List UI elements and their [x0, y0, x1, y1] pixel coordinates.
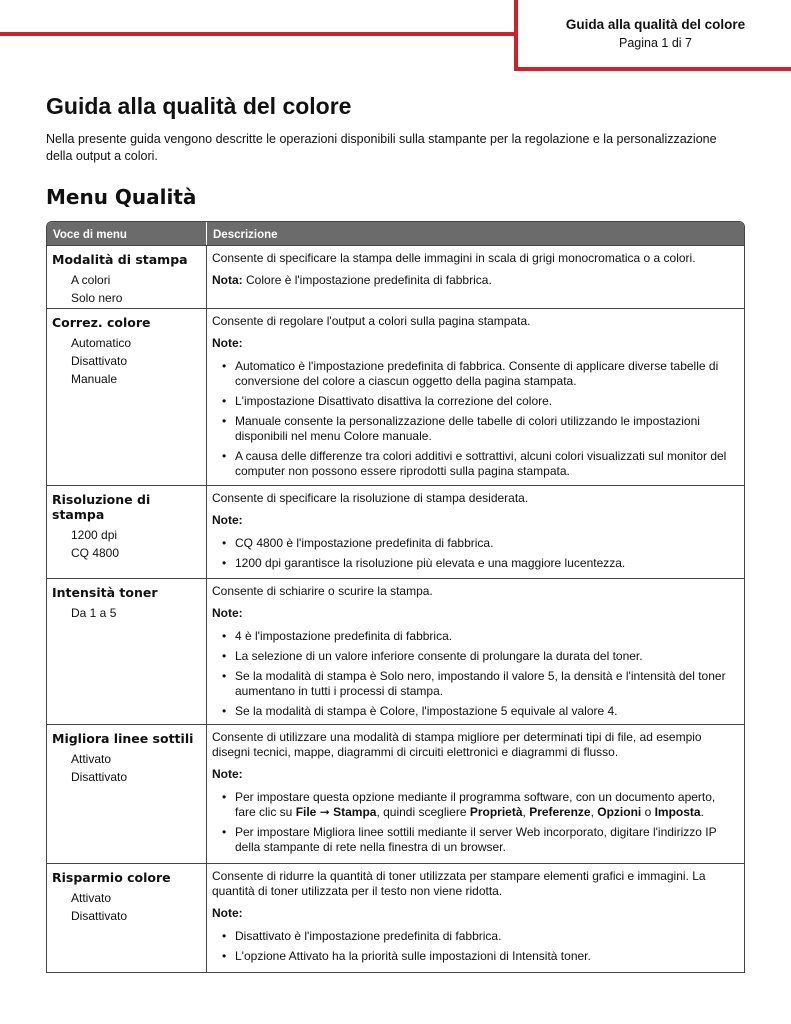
list-item	[212, 790, 738, 820]
table-row	[47, 485, 744, 578]
arrow-icon: ➞	[316, 805, 334, 819]
separator: ,	[522, 805, 530, 819]
menu-item-name: Migliora linee sottili	[52, 731, 194, 746]
option-preferenze: Preferenze	[529, 805, 591, 819]
menu-option: Disattivato	[71, 909, 128, 923]
note-list	[212, 536, 738, 571]
menu-item-cell	[47, 486, 207, 578]
table-row	[47, 724, 744, 863]
running-header-title: Guida alla qualità del colore	[565, 17, 746, 32]
list-item: • L'impostazione Disattivato disattiva la correzione del colore.	[212, 394, 738, 409]
table-row	[47, 308, 744, 485]
list-item: • Se la modalità di stampa è Colore, l'impostazione 5 equivale al valore 4.	[212, 704, 738, 719]
section-title: Menu Qualità	[46, 185, 197, 209]
list-item: • CQ 4800 è l'impostazione predefinita di fabbrica.	[212, 536, 738, 551]
menu-item-cell	[47, 579, 207, 724]
menu-option: CQ 4800	[71, 546, 120, 560]
description-text: Consente di schiarire o scurire la stampa.	[212, 584, 433, 598]
description-text: Consente di specificare la stampa delle immagini in scala di grigi monocromatica o a colori.	[212, 251, 696, 265]
menu-option: Attivato	[71, 752, 112, 766]
description-text: Consente di ridurre la quantità di toner utilizzata per stampare elementi grafici e immagini. La quantità di toner utilizzata per il testo non viene ridotta.	[212, 869, 706, 898]
menu-option: Da 1 a 5	[71, 606, 117, 620]
list-text: .	[700, 805, 704, 819]
note-label: Note:	[212, 606, 243, 620]
note-label: Nota:	[212, 273, 243, 287]
intro-paragraph: Nella presente guida vengono descritte le operazioni disponibili sulla stampante per la regolazione e la personalizzazione della output a colori.	[46, 132, 717, 163]
menu-item-cell	[47, 725, 207, 863]
menu-item-cell	[47, 864, 207, 972]
menu-option: Disattivato	[71, 354, 128, 368]
document-title: Guida alla qualità del colore	[46, 93, 352, 119]
description-cell	[207, 864, 744, 972]
list-text: , quindi scegliere	[376, 805, 470, 819]
menu-option: Disattivato	[71, 770, 128, 784]
note-list	[212, 629, 738, 719]
list-item: • A causa delle differenze tra colori additivi e sottrattivi, alcuni colori visualizzati sul monitor del computer non possono essere riprodotti sulla pagina stampata.	[212, 449, 738, 479]
menu-option: Manuale	[71, 372, 118, 386]
description-text: Consente di utilizzare una modalità di stampa migliore per determinati tipi di file, ad esempio disegni tecnici, mappe, diagrammi di circuiti elettronici e diagrammi di flusso.	[212, 730, 702, 759]
header-rule-vertical	[514, 0, 518, 70]
list-item: • 1200 dpi garantisce la risoluzione più elevata e una maggiore lucentezza.	[212, 556, 738, 571]
list-item: • L'opzione Attivato ha la priorità sulle impostazioni di Intensità toner.	[212, 949, 738, 964]
column-header-description: Descrizione	[213, 229, 278, 241]
menu-item-name: Risoluzione di stampa	[52, 492, 151, 522]
description-text: Consente di specificare la risoluzione di stampa desiderata.	[212, 491, 529, 505]
list-item: • Per impostare Migliora linee sottili mediante il server Web incorporato, digitare l'indirizzo IP della stampante di rete nella finestra di un browser.	[212, 825, 738, 855]
list-item: • Automatico è l'impostazione predefinita di fabbrica. Consente di applicare diverse tabelle di conversione del colore a ciascun oggetto della pagina stampata.	[212, 359, 738, 389]
list-item: • Se la modalità di stampa è Solo nero, impostando il valore 5, la densità e l'intensità del toner aumentano in tutti i processi di stampa.	[212, 669, 738, 699]
note-label: Note:	[212, 336, 243, 350]
page-number: Pagina 1 di 7	[619, 36, 692, 50]
list-item: • Disattivato è l'impostazione predefinita di fabbrica.	[212, 929, 738, 944]
menu-option: A colori	[71, 273, 111, 287]
note-list	[212, 359, 738, 479]
note-list	[212, 790, 738, 855]
description-cell	[207, 309, 744, 485]
menu-option: 1200 dpi	[71, 528, 118, 542]
separator: ,	[590, 805, 598, 819]
menu-table	[46, 221, 745, 973]
description-cell	[207, 579, 744, 724]
column-header-item: Voce di menu	[47, 222, 207, 245]
menu-path-file: File	[295, 805, 317, 819]
menu-option: Solo nero	[71, 291, 123, 305]
description-cell	[207, 246, 744, 308]
inline-note	[212, 273, 738, 288]
description-cell	[207, 725, 744, 863]
menu-item-name: Risparmio colore	[52, 870, 171, 885]
list-item: • Manuale consente la personalizzazione delle tabelle di colori utilizzando le impostazioni disponibili nel menu Colore manuale.	[212, 414, 738, 444]
table-row	[47, 245, 744, 308]
table-row	[47, 863, 744, 972]
separator: o	[641, 805, 655, 819]
menu-option: Automatico	[71, 336, 132, 350]
menu-item-name: Intensità toner	[52, 585, 158, 600]
menu-path-stampa: Stampa	[333, 805, 377, 819]
description-text: Consente di regolare l'output a colori sulla pagina stampata.	[212, 314, 531, 328]
note-label: Note:	[212, 767, 243, 781]
header-rule	[0, 32, 517, 36]
list-item: • La selezione di un valore inferiore consente di prolungare la durata del toner.	[212, 649, 738, 664]
menu-item-cell	[47, 246, 207, 308]
description-cell	[207, 486, 744, 578]
note-text: Colore è l'impostazione predefinita di fabbrica.	[246, 273, 492, 287]
menu-item-name: Modalità di stampa	[52, 252, 188, 267]
option-proprieta: Proprietà	[469, 805, 523, 819]
list-text: Per impostare questa opzione mediante il programma software, con un documento aperto, fare clic su	[235, 790, 716, 819]
menu-item-name: Correz. colore	[52, 315, 151, 330]
option-imposta: Imposta	[654, 805, 701, 819]
table-header	[47, 222, 744, 245]
menu-option: Attivato	[71, 891, 112, 905]
note-label: Note:	[212, 906, 243, 920]
option-opzioni: Opzioni	[597, 805, 642, 819]
header-rule-bottom	[514, 67, 791, 71]
note-list	[212, 929, 738, 964]
note-label: Note:	[212, 513, 243, 527]
list-item: • 4 è l'impostazione predefinita di fabbrica.	[212, 629, 738, 644]
menu-item-cell	[47, 309, 207, 485]
table-row	[47, 578, 744, 724]
